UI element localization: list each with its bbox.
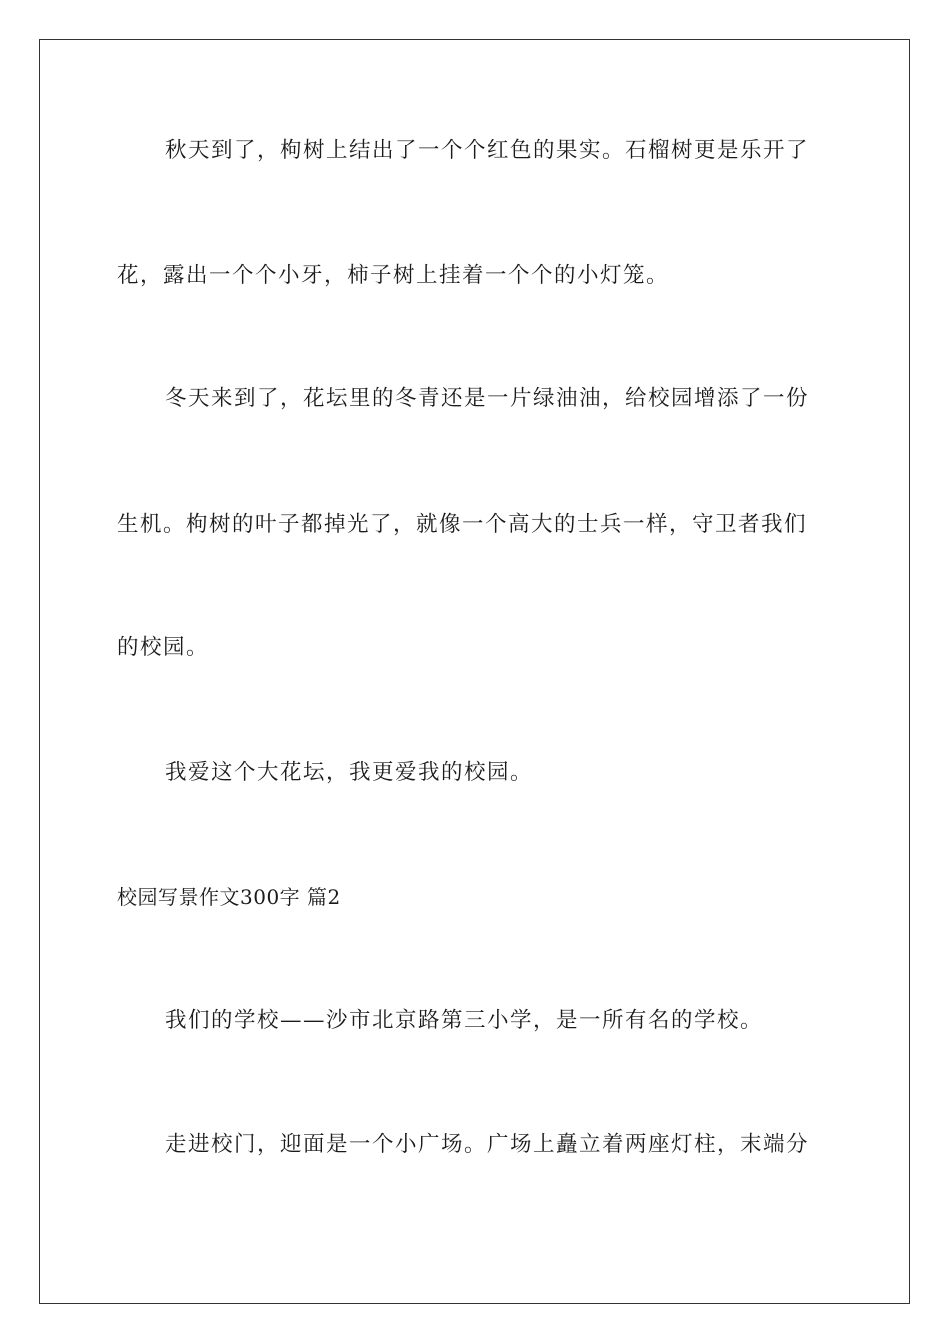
paragraph-line: 我们的学校——沙市北京路第三小学，是一所有名的学校。 xyxy=(165,1008,764,1033)
paragraph-line: 秋天到了，枸树上结出了一个个红色的果实。石榴树更是乐开了 xyxy=(165,138,810,163)
paragraph-line: 花，露出一个个小牙，柿子树上挂着一个个的小灯笼。 xyxy=(117,263,670,288)
section-heading: 校园写景作文300字 篇2 xyxy=(117,885,341,909)
paragraph-line: 我爱这个大花坛，我更爱我的校园。 xyxy=(165,760,534,785)
paragraph-line: 冬天来到了，花坛里的冬青还是一片绿油油，给校园增添了一份 xyxy=(165,386,810,411)
paragraph-line: 的校园。 xyxy=(117,635,210,660)
paragraph-line: 生机。枸树的叶子都掉光了，就像一个高大的士兵一样，守卫者我们 xyxy=(117,512,808,537)
paragraph-line: 走进校门，迎面是一个小广场。广场上矗立着两座灯柱，末端分 xyxy=(165,1132,810,1157)
page-frame xyxy=(39,39,910,1304)
